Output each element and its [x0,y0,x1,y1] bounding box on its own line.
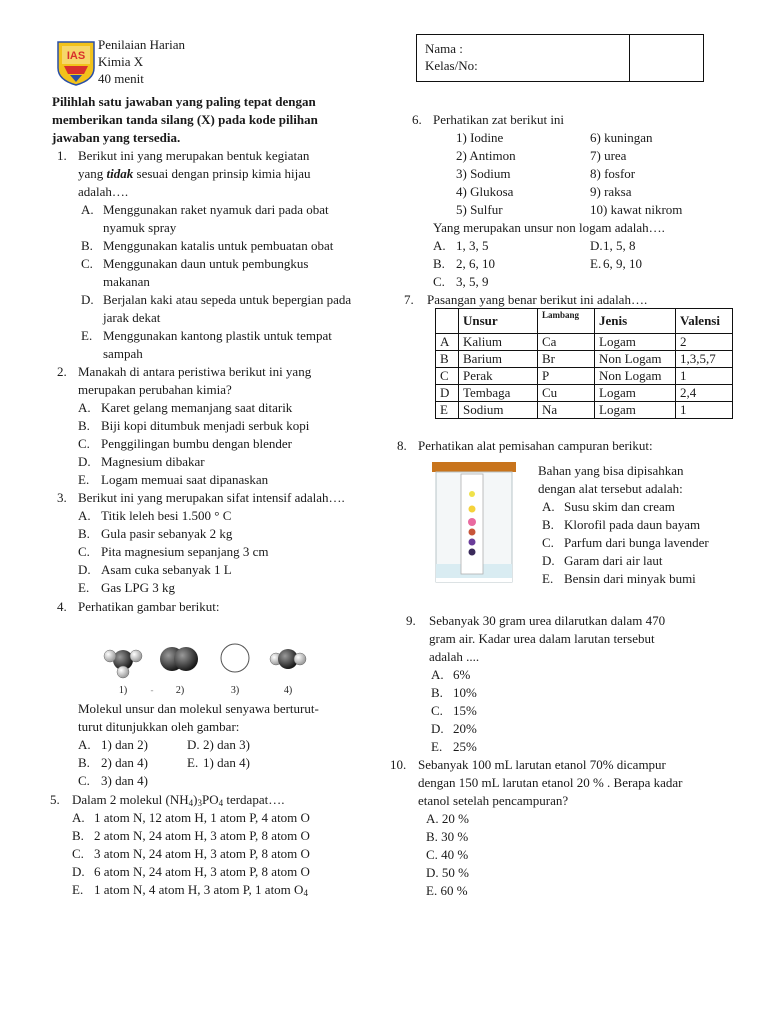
q7-table [435,308,733,419]
q10-option-c[interactable]: C. 40 % [426,847,469,862]
q5-stem: Dalam 2 molekul $(NH_4)_3PO_4$ terdapat…. [72,792,285,808]
q5-option-b-key[interactable]: B. [72,828,84,843]
q6-number: 6. [412,112,422,127]
table-header-key [436,309,459,334]
q4-stem2-b: turut ditunjukkan oleh gambar: [78,719,240,734]
table-cell: B [436,351,459,368]
instruction-line-2: memberikan tanda silang (X) pada kode pilihan [52,112,318,127]
q1-option-c-key[interactable]: C. [81,256,93,271]
q2-number: 2. [57,364,67,379]
q6-option-d[interactable]: 1, 5, 8 [603,238,636,253]
table-row[interactable] [436,351,733,368]
q6-option-e[interactable]: 6, 9, 10 [603,256,642,271]
q4-stem: Perhatikan gambar berikut: [78,599,220,614]
q9-option-b[interactable]: 10% [453,685,477,700]
q5-option-d[interactable]: 6 atom N, 24 atom H, 3 atom P, 8 atom O [94,864,310,879]
header-subject: Kimia X [98,54,144,69]
q1-option-e[interactable]: Menggunakan kantong plastik untuk tempat [103,328,332,343]
q8-option-d[interactable]: Garam dari air laut [564,553,663,568]
q6-item-10: 10) kawat nikrom [590,202,683,217]
jar-lid [432,462,516,472]
separator-dash: - [150,685,154,695]
table-cell: Kalium [459,334,538,351]
q6-stem: Perhatikan zat berikut ini [433,112,565,127]
table-cell: Perak [459,368,538,385]
table-cell: C [436,368,459,385]
q9-stem-b: gram air. Kadar urea dalam larutan tersebut [429,631,655,646]
q1-option-d-cont: jarak dekat [103,310,161,325]
table-cell: Non Logam [595,351,676,368]
q9-stem-a: Sebanyak 30 gram urea dilarutkan dalam 470 [429,613,666,628]
q1-stem-b: yang tidak sesuai dengan prinsip kimia hijau [78,166,311,181]
q8-option-a[interactable]: Susu skim dan cream [564,499,675,514]
table-row[interactable] [436,334,733,351]
q4-option-e-key[interactable]: E. [187,755,199,770]
q10-option-e[interactable]: E. 60 % [426,883,468,898]
table-header-unsur: Unsur [459,309,538,334]
q10-stem-c: etanol setelah pencampuran? [418,793,569,808]
q9-stem-c: adalah .... [429,649,480,664]
table-header-valensi: Valensi [676,309,733,334]
table-cell: Logam [595,402,676,419]
q1-option-a[interactable]: Menggunakan raket nyamuk dari pada obat [103,202,329,217]
q5-option-e[interactable]: 1 atom N, 4 atom H, 3 atom P, 1 atom $O_4$ [94,882,308,898]
q4-option-e[interactable]: 1) dan 4) [203,755,250,770]
q8-option-d-key[interactable]: D. [542,553,555,568]
q3-option-d[interactable]: Asam cuka sebanyak 1 L [101,562,232,577]
q4-option-c[interactable]: 3) dan 4) [101,773,148,788]
q3-option-e-key[interactable]: E. [78,580,90,595]
q1-option-b-key[interactable]: B. [81,238,93,253]
q2-option-d[interactable]: Magnesium dibakar [101,454,205,469]
q6-item-7: 7) urea [590,148,627,163]
q4-option-d-key[interactable]: D. [187,737,200,752]
q3-option-a[interactable]: Titik leleh besi 1.500 ° C [101,508,232,523]
table-cell: Tembaga [459,385,538,402]
q1-option-e-cont: sampah [103,346,143,361]
q3-stem: Berikut ini yang merupakan sifat intensif adalah…. [78,490,345,505]
q6-question: Yang merupakan unsur non logam adalah…. [433,220,665,235]
q8-option-c[interactable]: Parfum dari bunga lavender [564,535,709,550]
q6-option-b-key[interactable]: B. [433,256,445,271]
q6-item-1: 1) Iodine [456,130,504,145]
table-cell: Cu [538,385,595,402]
molecule-label-1: 1) [118,685,128,696]
q8-option-a-key[interactable]: A. [542,499,555,514]
q10-stem-a: Sebanyak 100 mL larutan etanol 70% dicampur [418,757,666,772]
q1-option-a-cont: nyamuk spray [103,220,177,235]
table-cell: Na [538,402,595,419]
molecule-label-2: 2) [175,685,185,696]
chromatography-jar-figure [430,460,518,586]
q6-item-5: 5) Sulfur [456,202,503,217]
q4-option-a[interactable]: 1) dan 2) [101,737,148,752]
q2-option-e[interactable]: Logam memuai saat dipanaskan [101,472,269,487]
molecule-2 [160,647,198,671]
table-cell: 1,3,5,7 [676,351,733,368]
table-cell: Br [538,351,595,368]
q6-option-c[interactable]: 3, 5, 9 [456,274,489,289]
q3-option-b[interactable]: Gula pasir sebanyak 2 kg [101,526,233,541]
q4-stem2-a: Molekul unsur dan molekul senyawa berturut- [78,701,319,716]
q6-item-6: 6) kuningan [590,130,653,145]
table-header-row [436,309,733,334]
q2-option-a[interactable]: Karet gelang memanjang saat ditarik [101,400,293,415]
table-row[interactable] [436,368,733,385]
q10-number: 10. [390,757,407,772]
q8-number: 8. [397,438,407,453]
q7-stem: Pasangan yang benar berikut ini adalah…. [427,292,648,307]
q9-option-c-key[interactable]: C. [431,703,443,718]
q1-stem-a: Berikut ini yang merupakan bentuk kegiatan [78,148,310,163]
table-cell: Barium [459,351,538,368]
q3-option-c-key[interactable]: C. [78,544,90,559]
q1-option-a-key[interactable]: A. [81,202,94,217]
q5-option-b[interactable]: 2 atom N, 24 atom H, 3 atom P, 8 atom O [94,828,310,843]
q6-option-b[interactable]: 2, 6, 10 [456,256,495,271]
q2-option-b-key[interactable]: B. [78,418,90,433]
q4-option-a-key[interactable]: A. [78,737,91,752]
table-cell: 2,4 [676,385,733,402]
q6-item-3: 3) Sodium [456,166,511,181]
table-row[interactable] [436,402,733,419]
molecule-label-3: 3) [230,685,240,696]
q5-option-d-key[interactable]: D. [72,864,85,879]
q8-option-e[interactable]: Bensin dari minyak bumi [564,571,696,586]
school-logo [56,40,96,86]
header-title: Penilaian Harian [98,37,185,52]
q9-option-a-key[interactable]: A. [431,667,444,682]
q1-option-c[interactable]: Menggunakan daun untuk pembungkus [103,256,309,271]
q10-option-a[interactable]: A. 20 % [426,811,469,826]
table-cell: 2 [676,334,733,351]
q2-stem-a: Manakah di antara peristiwa berikut ini yang [78,364,312,379]
instruction-line-3: jawaban yang tersedia. [52,130,181,145]
molecule-label-4: 4) [283,685,293,696]
q2-option-b[interactable]: Biji kopi ditumbuk menjadi serbuk kopi [101,418,310,433]
q9-option-d-key[interactable]: D. [431,721,444,736]
name-label: Nama : [425,41,463,56]
q5-option-c[interactable]: 3 atom N, 24 atom H, 3 atom P, 8 atom O [94,846,310,861]
q8-option-c-key[interactable]: C. [542,535,554,550]
q9-option-a[interactable]: 6% [453,667,471,682]
q8-option-b-key[interactable]: B. [542,517,554,532]
q6-option-e-key[interactable]: E. [590,256,602,271]
table-cell: 1 [676,402,733,419]
q5-option-a[interactable]: 1 atom N, 12 atom H, 1 atom P, 4 atom O [94,810,310,825]
molecule-1 [104,650,142,678]
molecule-3 [221,644,249,672]
table-cell: E [436,402,459,419]
q6-option-d-key[interactable]: D. [590,238,603,253]
q1-option-d-key[interactable]: D. [81,292,94,307]
q1-option-d[interactable]: Berjalan kaki atau sepeda untuk bepergian pada [103,292,352,307]
q9-option-e[interactable]: 25% [453,739,477,754]
q6-item-2: 2) Antimon [456,148,516,163]
q9-option-d[interactable]: 20% [453,721,477,736]
q9-option-e-key[interactable]: E. [431,739,443,754]
q3-option-d-key[interactable]: D. [78,562,91,577]
molecule-models-figure [80,630,320,700]
q3-option-c[interactable]: Pita magnesium sepanjang 3 cm [101,544,269,559]
q3-number: 3. [57,490,67,505]
q5-number: 5. [50,792,60,807]
table-header-lambang: Lambang [538,309,595,334]
q4-option-b[interactable]: 2) dan 4) [101,755,148,770]
q3-option-a-key[interactable]: A. [78,508,91,523]
q1-option-c-cont: makanan [103,274,150,289]
q4-number: 4. [57,599,67,614]
q6-item-9: 9) raksa [590,184,632,199]
q6-option-a[interactable]: 1, 3, 5 [456,238,489,253]
q10-option-d[interactable]: D. 50 % [426,865,469,880]
table-cell: Non Logam [595,368,676,385]
q8-option-e-key[interactable]: E. [542,571,554,586]
q10-option-b[interactable]: B. 30 % [426,829,469,844]
q8-stem: Perhatikan alat pemisahan campuran berikut: [418,438,653,453]
q3-option-e[interactable]: Gas LPG 3 kg [101,580,176,595]
q4-option-c-key[interactable]: C. [78,773,90,788]
table-cell: Ca [538,334,595,351]
q4-option-b-key[interactable]: B. [78,755,90,770]
q9-option-c[interactable]: 15% [453,703,477,718]
q6-option-c-key[interactable]: C. [433,274,445,289]
q2-option-c-key[interactable]: C. [78,436,90,451]
instruction-line-1: Pilihlah satu jawaban yang paling tepat dengan [52,94,316,109]
table-cell: Sodium [459,402,538,419]
q2-option-e-key[interactable]: E. [78,472,90,487]
header-duration: 40 menit [98,71,144,86]
logo-text: IAS [66,50,86,62]
table-cell: A [436,334,459,351]
q5-option-e-key[interactable]: E. [72,882,84,897]
q1-stem-c: adalah…. [78,184,129,199]
table-cell: Logam [595,385,676,402]
q6-item-8: 8) fosfor [590,166,636,181]
q2-option-a-key[interactable]: A. [78,400,91,415]
q1-option-e-key[interactable]: E. [81,328,93,343]
q1-emphasis: tidak [106,166,134,181]
table-cell: Logam [595,334,676,351]
q1-option-b[interactable]: Menggunakan katalis untuk pembuatan obat [103,238,334,253]
table-cell: D [436,385,459,402]
table-cell: 1 [676,368,733,385]
q2-stem-b: merupakan perubahan kimia? [78,382,232,397]
table-row[interactable] [436,385,733,402]
q9-option-b-key[interactable]: B. [431,685,443,700]
q2-option-d-key[interactable]: D. [78,454,91,469]
q7-number: 7. [404,292,414,307]
q8-desc-a: Bahan yang bisa dipisahkan [538,463,684,478]
q5-option-a-key[interactable]: A. [72,810,85,825]
class-label: Kelas/No: [425,58,478,73]
q2-option-c[interactable]: Penggilingan bumbu dengan blender [101,436,292,451]
q10-stem-b: dengan 150 mL larutan etanol 20 % . Berapa kadar [418,775,683,790]
q5-option-c-key[interactable]: C. [72,846,84,861]
q6-item-4: 4) Glukosa [456,184,514,199]
q1-number: 1. [57,148,67,163]
q3-option-b-key[interactable]: B. [78,526,90,541]
q9-number: 9. [406,613,416,628]
table-header-jenis: Jenis [595,309,676,334]
q8-option-b[interactable]: Klorofil pada daun bayam [564,517,701,532]
q4-option-d[interactable]: 2) dan 3) [203,737,250,752]
molecule-4 [270,649,306,669]
table-cell: P [538,368,595,385]
q8-desc-b: dengan alat tersebut adalah: [538,481,683,496]
q6-option-a-key[interactable]: A. [433,238,446,253]
